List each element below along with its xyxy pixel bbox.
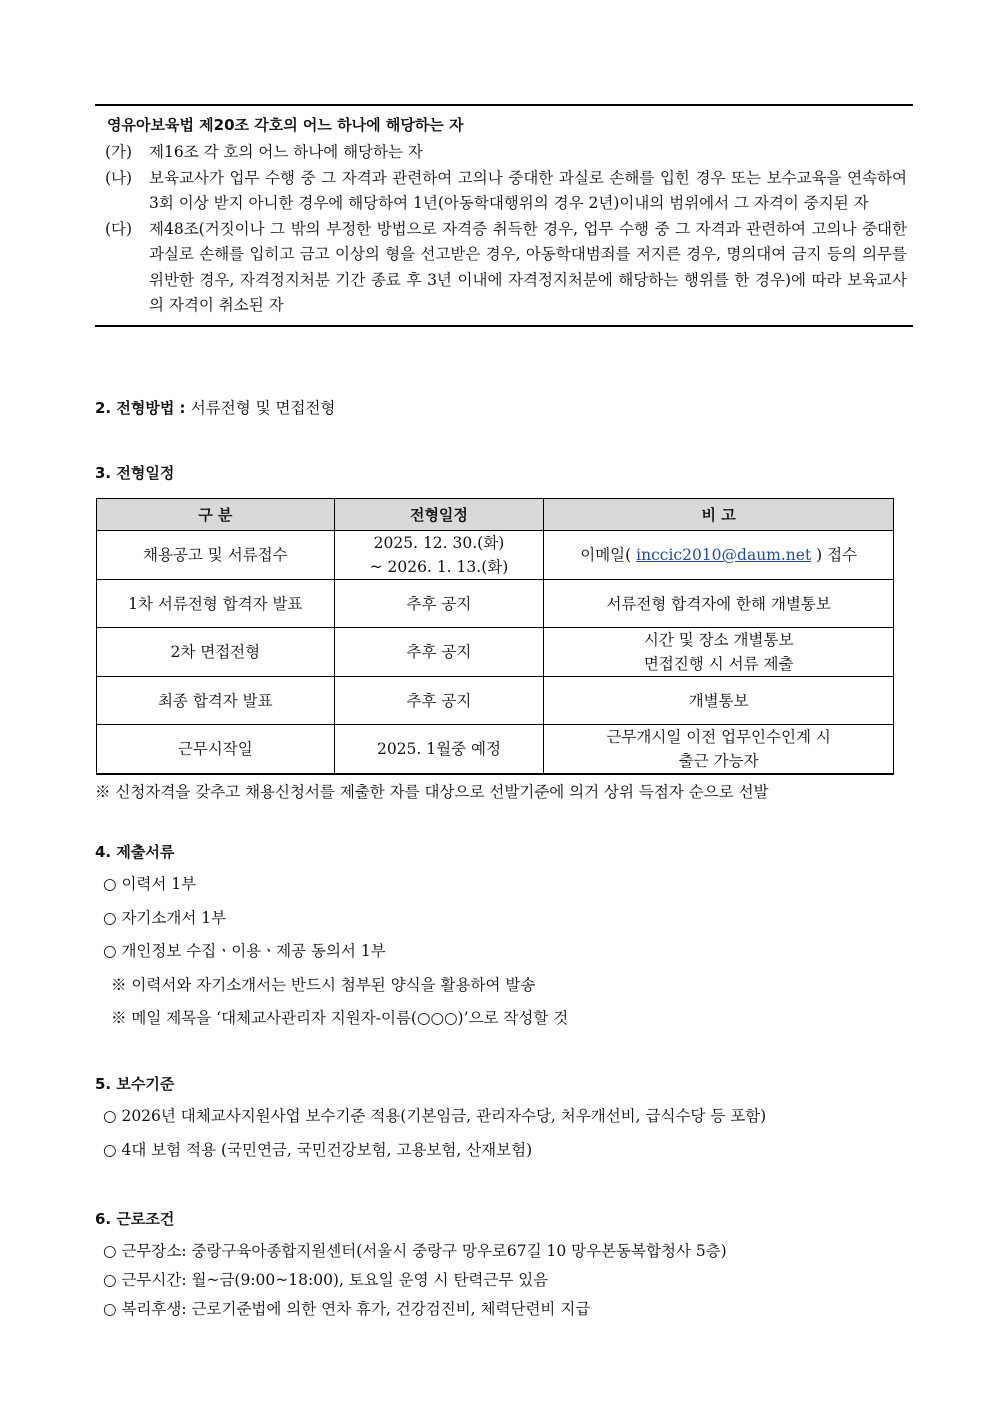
list-item: ○ 개인정보 수집ㆍ이용ㆍ제공 동의서 1부 xyxy=(103,942,386,960)
list-item: ○ 복리후생: 근로기준법에 의한 연차 휴가, 건강검진비, 체력단련비 지급 xyxy=(103,1300,591,1318)
column-header: 전형일정 xyxy=(334,499,544,531)
section-heading: 2. 전형방법 : xyxy=(95,399,186,417)
section-text: 서류전형 및 면접전형 xyxy=(190,399,336,417)
table-cell: 추후 공지 xyxy=(334,677,544,725)
section-heading: 6. 근로조건 xyxy=(95,1210,175,1228)
table-row xyxy=(97,531,894,580)
conditions-list xyxy=(103,1239,727,1326)
list-note: ※ 메일 제목을 ‘대체교사관리자 지원자-이름(○○○)’으로 작성할 것 xyxy=(111,1009,569,1027)
box-item xyxy=(95,217,913,319)
list-item: ○ 근무장소: 중랑구육아종합지원센터(서울시 중랑구 망우로67길 10 망우본동복합청사 5층) xyxy=(103,1242,727,1260)
cell-line: ~ 2026. 1. 13.(화) xyxy=(369,558,509,576)
table-cell: 추후 공지 xyxy=(334,580,544,628)
table-row xyxy=(97,628,894,677)
cell-text: ) 접수 xyxy=(816,546,858,564)
column-header: 구 분 xyxy=(97,499,335,531)
section-heading: 4. 제출서류 xyxy=(95,843,175,861)
disqualification-box xyxy=(95,104,913,327)
box-title: 영유아보육법 제20조 각호의 어느 하나에 해당하는 자 xyxy=(107,116,464,134)
list-item: ○ 근무시간: 월~금(9:00~18:00), 토요일 운영 시 탄력근무 있음 xyxy=(103,1271,549,1289)
item-marker: (가) xyxy=(105,143,133,161)
column-header: 비 고 xyxy=(544,499,894,531)
table-row xyxy=(97,677,894,725)
documents-list xyxy=(103,872,568,1040)
list-note: ※ 이력서와 자기소개서는 반드시 첨부된 양식을 활용하여 발송 xyxy=(111,975,536,994)
table-cell xyxy=(334,531,544,580)
table-cell: 2차 면접전형 xyxy=(97,628,335,677)
pay-list xyxy=(103,1104,766,1171)
table-cell xyxy=(544,531,894,580)
list-item: ○ 4대 보험 적용 (국민연금, 국민건강보험, 고용보험, 산재보험) xyxy=(103,1140,533,1159)
item-text: 제16조 각 호의 어느 하나에 해당하는 자 xyxy=(149,143,423,161)
table-cell: 서류전형 합격자에 한해 개별통보 xyxy=(544,580,894,628)
cell-line: 근무개시일 이전 업무인수인계 시 xyxy=(606,728,831,746)
cell-line: 2025. 12. 30.(화) xyxy=(373,534,505,552)
cell-text: 이메일( xyxy=(580,546,632,564)
selection-footnote: ※ 신청자격을 갖추고 채용신청서를 제출한 자를 대상으로 선발기준에 의거 상위 득점자 순으로 선발 xyxy=(95,783,769,801)
table-row xyxy=(97,725,894,775)
table-header-row xyxy=(97,499,894,531)
table-cell: 개별통보 xyxy=(544,677,894,725)
item-text: 제48조(거짓이나 그 밖의 부정한 방법으로 자격증 취득한 경우, 업무 수행 중 그 자격과 관련하여 고의나 중대한 과실로 손해를 입히고 금고 이상의 형을 선고받은 경우, 아동학대범죄를 저지른 경우, 명의대여 금지 등의 의무를 위반한 경우, 자격정지처분 기간 종료 후 3년 이내에 자격정지처분에 해당하는 행위를 한 경우)에 따라 보육교사의 자격이 취소된 자 xyxy=(149,219,907,314)
box-item xyxy=(95,140,913,166)
table-cell: 채용공고 및 서류접수 xyxy=(97,531,335,580)
box-item xyxy=(95,166,913,217)
table-row xyxy=(97,580,894,628)
table-cell: 1차 서류전형 합격자 발표 xyxy=(97,580,335,628)
email-link[interactable]: inccic2010@daum.net xyxy=(636,546,812,564)
schedule-table xyxy=(96,498,894,775)
list-item: ○ 2026년 대체교사지원사업 보수기준 적용(기본임금, 관리자수당, 처우개선비, 급식수당 등 포함) xyxy=(103,1107,767,1125)
table-cell: 근무시작일 xyxy=(97,725,335,775)
list-item: ○ 자기소개서 1부 xyxy=(103,908,227,927)
table-cell: 최종 합격자 발표 xyxy=(97,677,335,725)
cell-line: 면접진행 시 서류 제출 xyxy=(643,655,794,673)
cell-line: 출근 가능자 xyxy=(678,752,759,770)
item-marker: (나) xyxy=(105,168,133,187)
table-cell: 추후 공지 xyxy=(334,628,544,677)
table-cell xyxy=(544,628,894,677)
section-2 xyxy=(95,396,335,418)
cell-line: 시간 및 장소 개별통보 xyxy=(643,631,794,649)
list-item: ○ 이력서 1부 xyxy=(103,875,197,893)
item-marker: (다) xyxy=(105,219,133,238)
section-heading: 5. 보수기준 xyxy=(95,1075,175,1093)
table-cell xyxy=(544,725,894,775)
item-text: 보육교사가 업무 수행 중 그 자격과 관련하여 고의나 중대한 과실로 손해를 입힌 경우 또는 보수교육을 연속하여 3회 이상 받지 아니한 경우에 해당하여 1년(아동학대행위의 경우 2년)이내의 범위에서 그 자격이 중지된 자 xyxy=(149,168,907,212)
section-heading: 3. 전형일정 xyxy=(95,464,175,482)
table-cell: 2025. 1월중 예정 xyxy=(334,725,544,775)
